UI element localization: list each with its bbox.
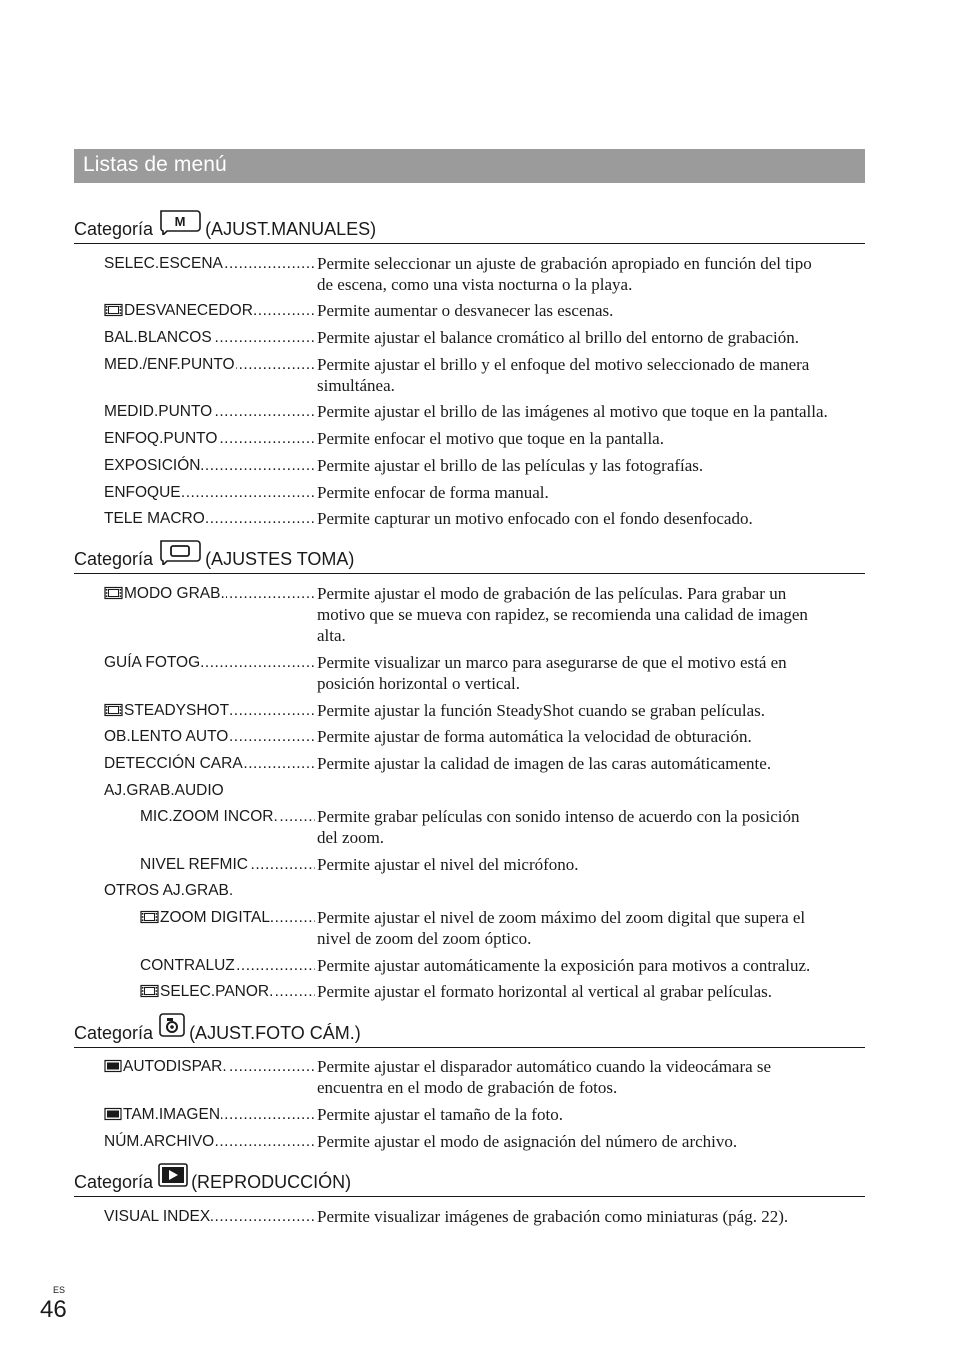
menu-item-term [104, 700, 315, 723]
menu-item-description [317, 955, 869, 976]
menu-item-term [104, 726, 315, 747]
photo-icon [104, 1058, 122, 1079]
category-header [74, 543, 865, 574]
menu-item-description [317, 981, 869, 1002]
menu-item-label: MEDID.PUNTO [104, 403, 213, 420]
menu-item-description [317, 428, 869, 449]
menu-item-term-text [104, 403, 213, 420]
menu-item-description [317, 854, 869, 875]
movie-icon [140, 909, 159, 930]
category-label: (AJUST.FOTO CÁM.) [189, 1023, 361, 1043]
description-line: Permite ajustar el modo de grabación de las películas. Para grabar un [317, 584, 787, 603]
description-line: del zoom. [317, 828, 385, 847]
menu-item-label: NÚM.ARCHIVO [104, 1133, 215, 1150]
menu-item-label: GUÍA FOTOG. [104, 654, 205, 671]
menu-item-label: STEADYSHOT [124, 702, 230, 719]
menu-item-term [104, 428, 315, 449]
menu-item-term [104, 508, 315, 529]
page-number: 46 [40, 1296, 67, 1323]
menu-item-term-text [104, 1208, 211, 1225]
menu-item-term [104, 880, 315, 901]
menu-item-term-text [104, 356, 236, 373]
description-line: Permite ajustar el brillo de las imágenes al motivo que toque en la pantalla. [317, 402, 828, 421]
description-line: encuentra en el modo de grabación de fotos. [317, 1078, 618, 1097]
menu-item-term-text [104, 255, 224, 272]
description-line: Permite ajustar la calidad de imagen de las caras automáticamente. [317, 754, 772, 773]
menu-item-term-text [104, 302, 254, 319]
movie-icon [140, 983, 159, 1004]
menu-item-term [140, 854, 315, 875]
menu-item-term [104, 401, 315, 422]
category-prefix: Categoría [74, 1172, 154, 1192]
menu-item-label: ENFOQ.PUNTO [104, 430, 218, 447]
menu-item-term-text [104, 585, 226, 602]
movie-icon [104, 585, 123, 606]
description-line: Permite visualizar un marco para asegurarse de que el motivo está en [317, 653, 787, 672]
menu-item-term-text [104, 1058, 228, 1075]
description-line: Permite ajustar el formato horizontal al vertical al grabar películas. [317, 982, 773, 1001]
category-prefix: Categoría [74, 1023, 154, 1043]
menu-item-term [140, 907, 315, 930]
menu-item-description [317, 1056, 869, 1098]
description-line: posición horizontal o vertical. [317, 674, 520, 693]
menu-item-term-text [140, 957, 236, 974]
menu-item-description [317, 327, 869, 348]
menu-item-description [317, 482, 869, 503]
menu-item-label: MODO GRAB. [124, 585, 225, 602]
svg-text:M: M [174, 214, 186, 229]
description-line: de escena, como una vista nocturna o la playa. [317, 275, 633, 294]
menu-item-term [104, 1131, 315, 1152]
menu-item-label: VISUAL INDEX [104, 1208, 211, 1225]
menu-item-description [317, 253, 869, 295]
menu-item-term-text [104, 1133, 215, 1150]
menu-item-description [317, 1131, 869, 1152]
menu-item-term [104, 1206, 315, 1227]
menu-item-label: EXPOSICIÓN [104, 457, 201, 474]
menu-item-description [317, 354, 869, 396]
menu-item-description [317, 401, 869, 422]
menu-item-description [317, 700, 869, 721]
category-header [74, 213, 865, 244]
menu-item-description [317, 300, 869, 321]
menu-item-term [140, 806, 315, 827]
menu-item-term [104, 652, 315, 673]
category-prefix: Categoría [74, 219, 154, 239]
menu-item-label: SELEC.PANOR. [160, 983, 274, 1000]
menu-item-label: BAL.BLANCOS [104, 329, 212, 346]
menu-item-label: OB.LENTO AUTO [104, 728, 229, 745]
description-line: Permite ajustar el tamaño de la foto. [317, 1105, 563, 1124]
menu-item-description [317, 726, 869, 747]
menu-item-term [104, 583, 315, 606]
menu-item-description [317, 806, 869, 848]
menu-item-label: MED./ENF.PUNTO [104, 356, 235, 373]
menu-item-label: AJ.GRAB.AUDIO [104, 782, 224, 799]
language-code: ES [53, 1285, 66, 1295]
menu-item-term [104, 1104, 315, 1127]
description-line: Permite ajustar el brillo y el enfoque del motivo seleccionado de manera [317, 355, 810, 374]
description-line: motivo que se mueva con rapidez, se recomienda una calidad de imagen [317, 605, 808, 624]
description-line: Permite ajustar el brillo de las películas y las fotografías. [317, 456, 704, 475]
menu-item-term [104, 780, 315, 801]
menu-item-term-text [104, 728, 229, 745]
menu-item-label: MIC.ZOOM INCOR. [140, 808, 278, 825]
menu-item-term-text [104, 430, 218, 447]
menu-item-term-text [140, 808, 279, 825]
menu-item-label: TELE MACRO [104, 510, 205, 527]
description-line: Permite ajustar el disparador automático cuando la videocámara se [317, 1057, 772, 1076]
menu-item-label: TAM.IMAGEN [123, 1106, 221, 1123]
description-line: Permite enfocar el motivo que toque en la pantalla. [317, 429, 664, 448]
menu-item-label: AUTODISPAR. [123, 1058, 227, 1075]
menu-item-term-text [104, 457, 201, 474]
description-line: Permite ajustar el modo de asignación del número de archivo. [317, 1132, 738, 1151]
description-line: Permite capturar un motivo enfocado con el fondo desenfocado. [317, 509, 753, 528]
description-line: Permite ajustar el nivel de zoom máximo del zoom digital que supera el [317, 908, 806, 927]
menu-item-description [317, 1206, 869, 1227]
menu-item-term-text [140, 856, 249, 873]
category-label: (REPRODUCCIÓN) [191, 1172, 352, 1192]
menu-item-term-text [104, 329, 213, 346]
photo-icon [104, 1106, 122, 1127]
category-header [74, 1166, 865, 1197]
menu-item-description [317, 753, 869, 774]
menu-item-description [317, 652, 869, 694]
menu-item-term [140, 955, 315, 976]
menu-item-description [317, 583, 869, 646]
category-label: (AJUST.MANUALES) [205, 219, 377, 239]
description-line: Permite ajustar automáticamente la exposición para motivos a contraluz. [317, 956, 811, 975]
menu-item-term [104, 354, 315, 375]
menu-item-term-text [140, 909, 271, 926]
menu-item-label: NIVEL REFMIC [140, 856, 248, 873]
description-line: Permite ajustar el nivel del micrófono. [317, 855, 579, 874]
menu-item-term [104, 253, 315, 274]
category-header-inner [74, 1011, 361, 1044]
category-header-inner [74, 1162, 351, 1193]
menu-item-description [317, 455, 869, 476]
menu-item-label: ENFOQUE [104, 484, 181, 501]
menu-item-term-text [104, 882, 234, 899]
menu-item-term-text [104, 1106, 221, 1123]
menu-item-term [104, 1056, 315, 1079]
description-line: alta. [317, 626, 346, 645]
menu-item-term-text [104, 755, 244, 772]
menu-item-label: CONTRALUZ [140, 957, 235, 974]
description-line: Permite grabar películas con sonido intenso de acuerdo con la posición [317, 807, 800, 826]
menu-item-term [104, 753, 315, 774]
menu-item-term [140, 981, 315, 1004]
description-line: Permite aumentar o desvanecer las escenas. [317, 301, 614, 320]
camera-settings-icon [157, 1011, 187, 1044]
menu-item-term [104, 455, 315, 476]
menu-item-label: SELEC.ESCENA [104, 255, 223, 272]
menu-item-label: ZOOM DIGITAL [160, 909, 270, 926]
description-line: Permite enfocar de forma manual. [317, 483, 549, 502]
category-header-inner [74, 537, 354, 570]
description-line: Permite ajustar la función SteadyShot cuando se graban películas. [317, 701, 766, 720]
description-line: Permite ajustar el balance cromático al brillo del entorno de grabación. [317, 328, 799, 347]
menu-item-label: DETECCIÓN CARA [104, 755, 243, 772]
menu-item-description [317, 1104, 869, 1125]
menu-item-term [104, 300, 315, 323]
description-line: Permite seleccionar un ajuste de grabación apropiado en función del tipo [317, 254, 812, 273]
menu-item-description [317, 508, 869, 529]
movie-icon [104, 702, 123, 723]
movie-icon [104, 302, 123, 323]
shooting-settings-icon [157, 537, 203, 570]
description-line: Permite ajustar de forma automática la velocidad de obturación. [317, 727, 752, 746]
manual-settings-icon [157, 207, 203, 240]
menu-item-term [104, 327, 315, 348]
menu-item-term-text [104, 484, 182, 501]
section-title-bar [74, 149, 865, 183]
menu-item-term-text [104, 782, 225, 799]
menu-item-term [104, 482, 315, 503]
description-line: Permite visualizar imágenes de grabación como miniaturas (pág. 22). [317, 1207, 789, 1226]
description-line: simultánea. [317, 376, 395, 395]
section-title: Listas de menú [83, 153, 227, 176]
menu-item-term-text [104, 510, 206, 527]
menu-item-label: OTROS AJ.GRAB. [104, 882, 234, 899]
category-header-inner [74, 207, 376, 240]
menu-item-label: DESVANECEDOR [124, 302, 253, 319]
category-header [74, 1017, 865, 1048]
category-label: (AJUSTES TOMA) [205, 549, 355, 569]
menu-item-term-text [104, 654, 205, 671]
category-prefix: Categoría [74, 549, 154, 569]
menu-item-term-text [140, 983, 274, 1000]
playback-icon [157, 1162, 189, 1193]
description-line: nivel de zoom del zoom óptico. [317, 929, 532, 948]
menu-item-description [317, 907, 869, 949]
menu-item-term-text [104, 702, 230, 719]
